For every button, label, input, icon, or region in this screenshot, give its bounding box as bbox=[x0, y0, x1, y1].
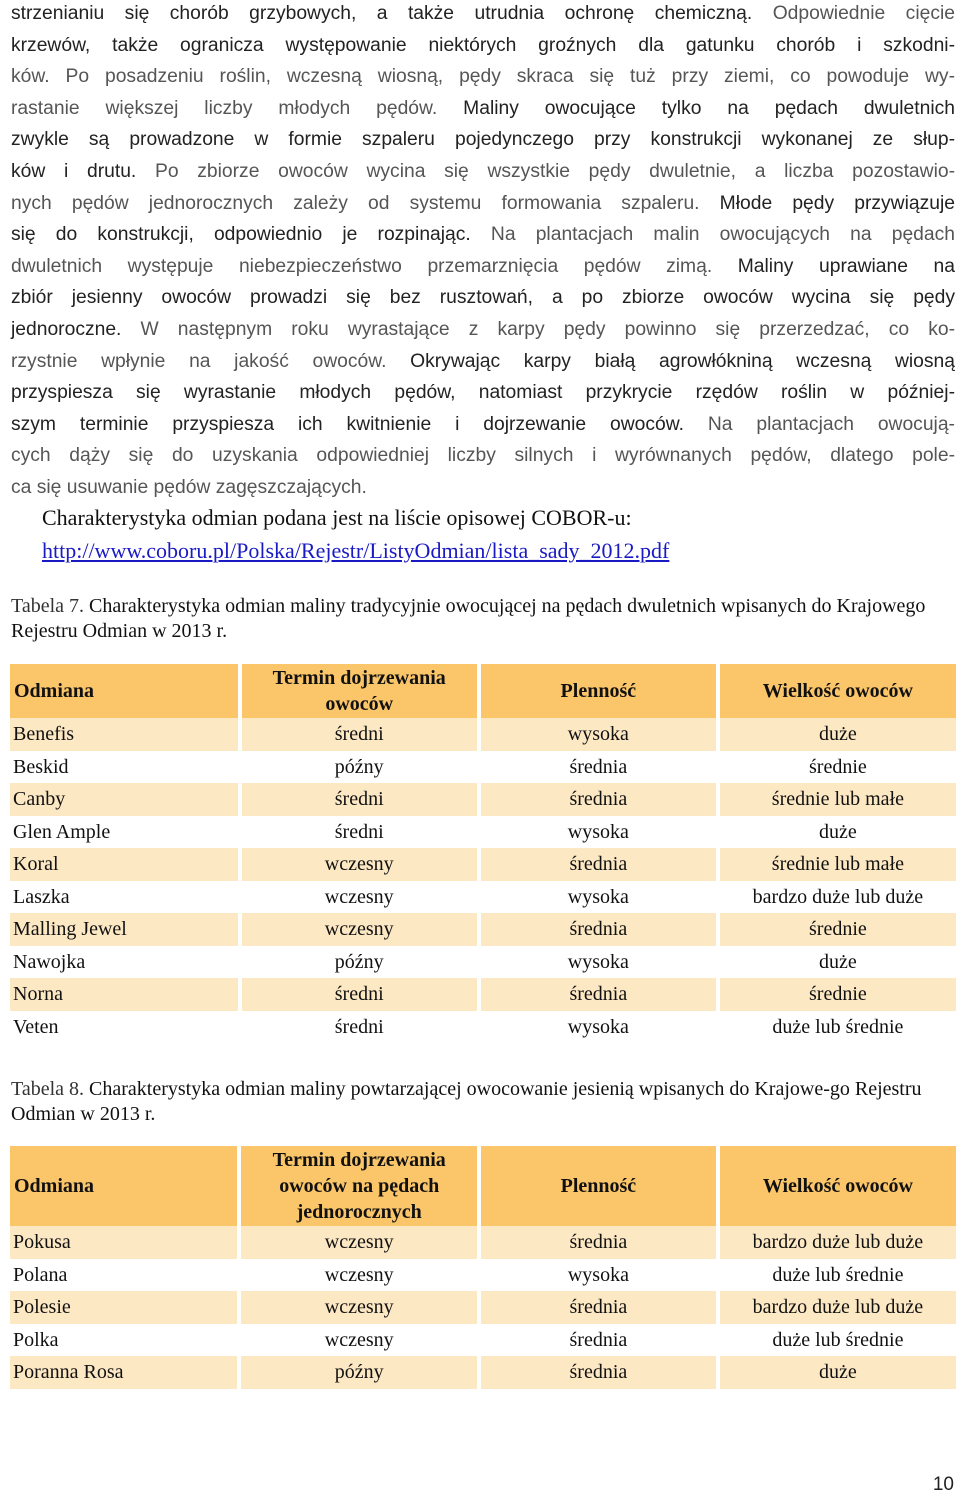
paragraph-line bbox=[11, 61, 955, 93]
table8-cell-size: duże lub średnie bbox=[720, 1259, 956, 1292]
table7-cell-variety: Laszka bbox=[10, 881, 238, 914]
table8-cell-yield: średnia bbox=[481, 1291, 716, 1324]
table7-header-row bbox=[10, 664, 956, 718]
table7-varieties bbox=[6, 664, 960, 1043]
table8-row bbox=[10, 1259, 956, 1292]
table8-cell-yield: średnia bbox=[481, 1324, 716, 1357]
table7-caption-number: Tabela 7. bbox=[11, 595, 85, 617]
paragraph-line bbox=[11, 314, 955, 346]
table8-cell-ripening: wczesny bbox=[241, 1259, 477, 1292]
paragraph-text-segment: dwuletnich występuje niebezpieczeństwo przemarznięcia pędów zimą. bbox=[11, 255, 738, 277]
paragraph-text-segment: Maliny uprawiane na bbox=[737, 255, 955, 277]
paragraph-text-segment: Maliny owocujące tylko na pędach dwuletnich bbox=[463, 97, 956, 119]
table7-row bbox=[10, 718, 956, 751]
table7-cell-yield: średnia bbox=[481, 783, 716, 816]
paragraph-text-segment: Po zbiorze owoców wycina się wszystkie pędy dwuletnie, a liczba pozostawio- bbox=[154, 160, 955, 182]
table7-row bbox=[10, 816, 956, 849]
paragraph-text-segment: nych pędów jednorocznych zależy od systemu formowania szpaleru. bbox=[11, 192, 720, 214]
table7-header-ripening: Termin dojrzewania owoców bbox=[242, 664, 477, 718]
table8-cell-size: bardzo duże lub duże bbox=[720, 1226, 956, 1259]
table7-cell-variety: Glen Ample bbox=[10, 816, 238, 849]
paragraph-line bbox=[11, 124, 955, 156]
paragraph-line bbox=[11, 0, 955, 30]
table7-cell-variety: Benefis bbox=[10, 718, 238, 751]
table8-caption-text: Charakterystyka odmian maliny powtarzającej owocowanie jesienią wpisanych do Krajowe-go Rejestru Odmian w 2013 r. bbox=[11, 1078, 922, 1125]
paragraph-text-segment: zwykle są prowadzone w formie szpaleru pojedynczego przy konstrukcji wykonanej ze słup- bbox=[11, 129, 955, 151]
table7-cell-size: duże bbox=[720, 816, 956, 849]
paragraph-text-segment: Odpowiednie cięcie bbox=[772, 3, 955, 24]
table7-caption-text: Charakterystyka odmian maliny tradycyjnie owocującej na pędach dwuletnich wpisanych do Krajowego Rejestru Odmian w 2013 r. bbox=[11, 595, 926, 642]
table8-cell-variety: Polana bbox=[10, 1259, 237, 1292]
table8-caption-number: Tabela 8. bbox=[11, 1078, 85, 1100]
table7-cell-size: średnie lub małe bbox=[720, 783, 956, 816]
table8-cell-ripening: wczesny bbox=[241, 1324, 477, 1357]
table7-cell-yield: średnia bbox=[481, 978, 716, 1011]
table7-cell-variety: Koral bbox=[10, 848, 238, 881]
table7-cell-ripening: późny bbox=[242, 751, 477, 784]
table7-cell-yield: średnia bbox=[481, 848, 716, 881]
cobor-reference-text: Charakterystyka odmian podana jest na liście opisowej COBOR-u: bbox=[42, 505, 632, 530]
table8-cell-variety: Pokusa bbox=[10, 1226, 237, 1259]
paragraph-text-segment: cych dąży się do uzyskania odpowiedniej liczby silnych i wyrównanych pędów, dlatego pole- bbox=[11, 445, 955, 467]
table7-cell-size: średnie lub małe bbox=[720, 848, 956, 881]
table7-cell-variety: Nawojka bbox=[10, 946, 238, 979]
table7-cell-variety: Canby bbox=[10, 783, 238, 816]
table7-header-size: Wielkość owoców bbox=[720, 664, 956, 718]
paragraph-text-segment: W następnym roku wyrastające z karpy pędy powinno się przerzedzać, co ko- bbox=[140, 318, 955, 340]
table7-cell-ripening: średni bbox=[242, 816, 477, 849]
table7-cell-ripening: średni bbox=[242, 1011, 477, 1044]
table7-cell-ripening: wczesny bbox=[242, 881, 477, 914]
paragraph-text-segment: Młode pędy przywiązuje bbox=[719, 192, 955, 214]
table7-caption bbox=[11, 594, 955, 644]
table7-cell-variety: Norna bbox=[10, 978, 238, 1011]
paragraph-text-segment: Na plantacjach owocują- bbox=[707, 413, 955, 435]
table7-cell-variety: Malling Jewel bbox=[10, 913, 238, 946]
table7-row bbox=[10, 913, 956, 946]
table7-cell-size: duże lub średnie bbox=[720, 1011, 956, 1044]
table7-row bbox=[10, 881, 956, 914]
table8-cell-size: bardzo duże lub duże bbox=[720, 1291, 956, 1324]
page-number: 10 bbox=[932, 1474, 954, 1495]
table7-cell-size: duże bbox=[720, 946, 956, 979]
table7-cell-ripening: wczesny bbox=[242, 913, 477, 946]
table8-header-size: Wielkość owoców bbox=[720, 1146, 956, 1226]
table7-cell-size: duże bbox=[720, 718, 956, 751]
table7-cell-yield: wysoka bbox=[481, 816, 716, 849]
paragraph-line bbox=[11, 93, 955, 125]
table8-cell-ripening: późny bbox=[241, 1356, 477, 1389]
table7-cell-size: średnie bbox=[720, 913, 956, 946]
table8-row bbox=[10, 1226, 956, 1259]
table7-row bbox=[10, 978, 956, 1011]
table8-row bbox=[10, 1324, 956, 1357]
cobor-list-link[interactable]: http://www.coboru.pl/Polska/Rejestr/ListyOdmian/lista_sady_2012.pdf bbox=[42, 538, 670, 563]
table7-cell-ripening: wczesny bbox=[242, 848, 477, 881]
table7-header-yield: Plenność bbox=[481, 664, 716, 718]
paragraph-text-segment: ków. Po posadzeniu roślin, wczesną wiosną, pędy skraca się tuż przy ziemi, co powoduje wy- bbox=[11, 66, 955, 88]
paragraph-line bbox=[11, 251, 955, 283]
table8-cell-yield: średnia bbox=[481, 1356, 716, 1389]
table7-cell-variety: Veten bbox=[10, 1011, 238, 1044]
body-paragraph bbox=[11, 0, 955, 504]
paragraph-line bbox=[11, 219, 955, 251]
paragraph-line bbox=[11, 282, 955, 314]
table7-cell-ripening: późny bbox=[242, 946, 477, 979]
table8-row bbox=[10, 1356, 956, 1389]
paragraph-line bbox=[11, 377, 955, 409]
table8-header-ripening: Termin dojrzewania owoców na pędach jednorocznych bbox=[241, 1146, 477, 1226]
table8-cell-yield: średnia bbox=[481, 1226, 716, 1259]
table7-cell-size: bardzo duże lub duże bbox=[720, 881, 956, 914]
paragraph-text-segment: szym terminie przyspiesza ich kwitnienie i dojrzewanie owoców. bbox=[11, 413, 708, 435]
table7-cell-yield: średnia bbox=[481, 751, 716, 784]
table8-cell-variety: Poranna Rosa bbox=[10, 1356, 237, 1389]
paragraph-text-segment: zbiór jesienny owoców prowadzi się bez rusztowań, a po zbiorze owoców wycina się pędy bbox=[11, 287, 955, 309]
paragraph-line bbox=[11, 440, 955, 472]
paragraph-text-segment: ków i drutu. bbox=[11, 160, 155, 182]
table7-row bbox=[10, 1011, 956, 1044]
table8-cell-size: duże lub średnie bbox=[720, 1324, 956, 1357]
table8-cell-yield: wysoka bbox=[481, 1259, 716, 1292]
table7-cell-yield: wysoka bbox=[481, 881, 716, 914]
table7-cell-size: średnie bbox=[720, 751, 956, 784]
table8-varieties bbox=[6, 1146, 960, 1389]
table8-row bbox=[10, 1291, 956, 1324]
paragraph-text-segment: przyspiesza się wyrastanie młodych pędów, natomiast przykrycie rzędów roślin w później- bbox=[11, 382, 955, 404]
paragraph-line bbox=[11, 472, 955, 504]
table8-header-variety: Odmiana bbox=[10, 1146, 237, 1226]
table7-cell-variety: Beskid bbox=[10, 751, 238, 784]
table7-row bbox=[10, 751, 956, 784]
paragraph-text-segment: rastanie większej liczby młodych pędów. bbox=[11, 97, 464, 119]
table7-row bbox=[10, 783, 956, 816]
paragraph-text-segment: krzewów, także ogranicza występowanie niektórych groźnych dla gatunku chorób i szkodni- bbox=[11, 34, 955, 56]
paragraph-line bbox=[11, 346, 955, 378]
table8-cell-variety: Polesie bbox=[10, 1291, 237, 1324]
paragraph-text-segment: Na plantacjach malin owocujących na pędach bbox=[490, 224, 955, 246]
table8-caption bbox=[11, 1077, 955, 1127]
paragraph-text-segment: rzystnie wpłynie na jakość owoców. bbox=[11, 350, 411, 372]
table7-cell-ripening: średni bbox=[242, 783, 477, 816]
table7-cell-ripening: średni bbox=[242, 718, 477, 751]
paragraph-line bbox=[11, 409, 955, 441]
paragraph-text-segment: strzenianiu się chorób grzybowych, a także utrudnia ochronę chemiczną. bbox=[11, 3, 773, 24]
table8-cell-ripening: wczesny bbox=[241, 1226, 477, 1259]
table8-cell-ripening: wczesny bbox=[241, 1291, 477, 1324]
paragraph-text-segment: się do konstrukcji, odpowiednio je rozpinając. bbox=[11, 224, 491, 246]
paragraph-text-segment: ca się usuwanie pędów zagęszczających. bbox=[11, 476, 367, 498]
table8-cell-size: duże bbox=[720, 1356, 956, 1389]
table7-row bbox=[10, 848, 956, 881]
paragraph-line bbox=[11, 156, 955, 188]
table7-cell-ripening: średni bbox=[242, 978, 477, 1011]
table7-cell-yield: wysoka bbox=[481, 1011, 716, 1044]
table8-header-yield: Plenność bbox=[481, 1146, 716, 1226]
paragraph-text-segment: Okrywając karpy białą agrowłókniną wczesną wiosną bbox=[410, 350, 955, 372]
paragraph-text-segment: jednoroczne. bbox=[11, 318, 141, 340]
table7-cell-yield: średnia bbox=[481, 913, 716, 946]
table8-cell-variety: Polka bbox=[10, 1324, 237, 1357]
table7-cell-yield: wysoka bbox=[481, 718, 716, 751]
table7-cell-size: średnie bbox=[720, 978, 956, 1011]
table8-header-row bbox=[10, 1146, 956, 1226]
table7-header-variety: Odmiana bbox=[10, 664, 238, 718]
table7-cell-yield: wysoka bbox=[481, 946, 716, 979]
table7-row bbox=[10, 946, 956, 979]
paragraph-line bbox=[11, 188, 955, 220]
paragraph-line bbox=[11, 30, 955, 62]
